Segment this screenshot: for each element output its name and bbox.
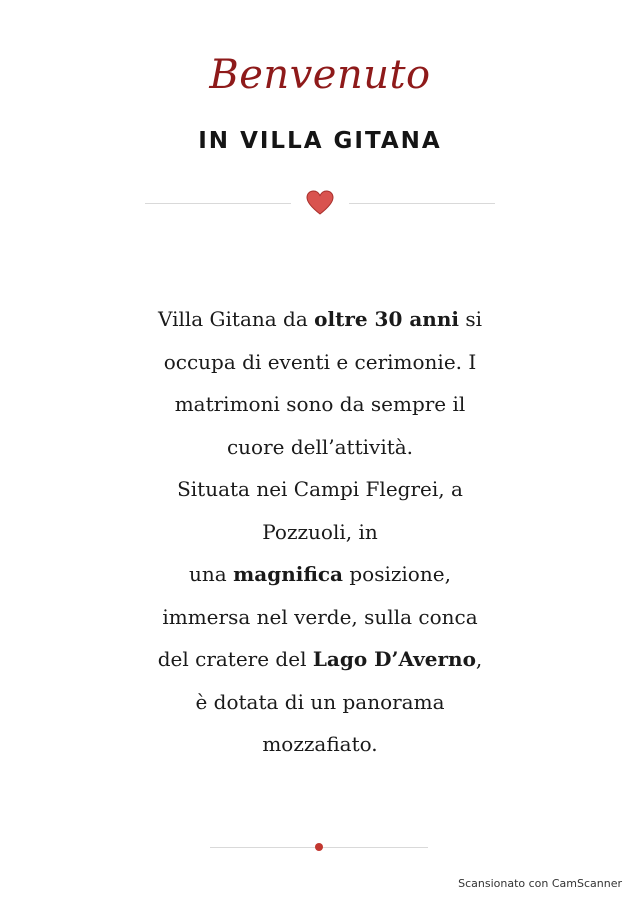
divider-rule-left [145, 203, 291, 204]
text-span: una [189, 562, 234, 586]
divider-rule-right [349, 203, 495, 204]
intro-text [150, 298, 490, 766]
text-span: posizione, immersa nel verde, sulla conca del cratere del [157, 562, 478, 671]
heart-icon [306, 190, 334, 216]
bold-span: Lago D’Averno [312, 647, 476, 671]
welcome-script-title: Benvenuto [209, 52, 431, 98]
page-subtitle: IN VILLA GITANA [198, 128, 442, 154]
text-span: si occupa di eventi e cerimonie. I matrimoni sono da sempre il cuore dell’attività. [163, 307, 483, 459]
dot-divider [0, 838, 640, 858]
intro-paragraph-1 [150, 298, 490, 468]
text-span: Situata nei Campi Flegrei, a Pozzuoli, in [177, 477, 463, 544]
intro-paragraph-2 [150, 468, 490, 553]
intro-paragraph-3 [150, 553, 490, 766]
heart-divider [0, 186, 640, 220]
scanner-watermark: Scansionato con CamScanner [458, 877, 622, 890]
dot-icon [315, 843, 323, 851]
text-span: Villa Gitana da [157, 307, 315, 331]
bold-span: magnifica [233, 562, 344, 586]
bold-span: oltre 30 anni [314, 307, 459, 331]
text-span: , è dotata di un panorama mozzafiato. [195, 647, 483, 756]
